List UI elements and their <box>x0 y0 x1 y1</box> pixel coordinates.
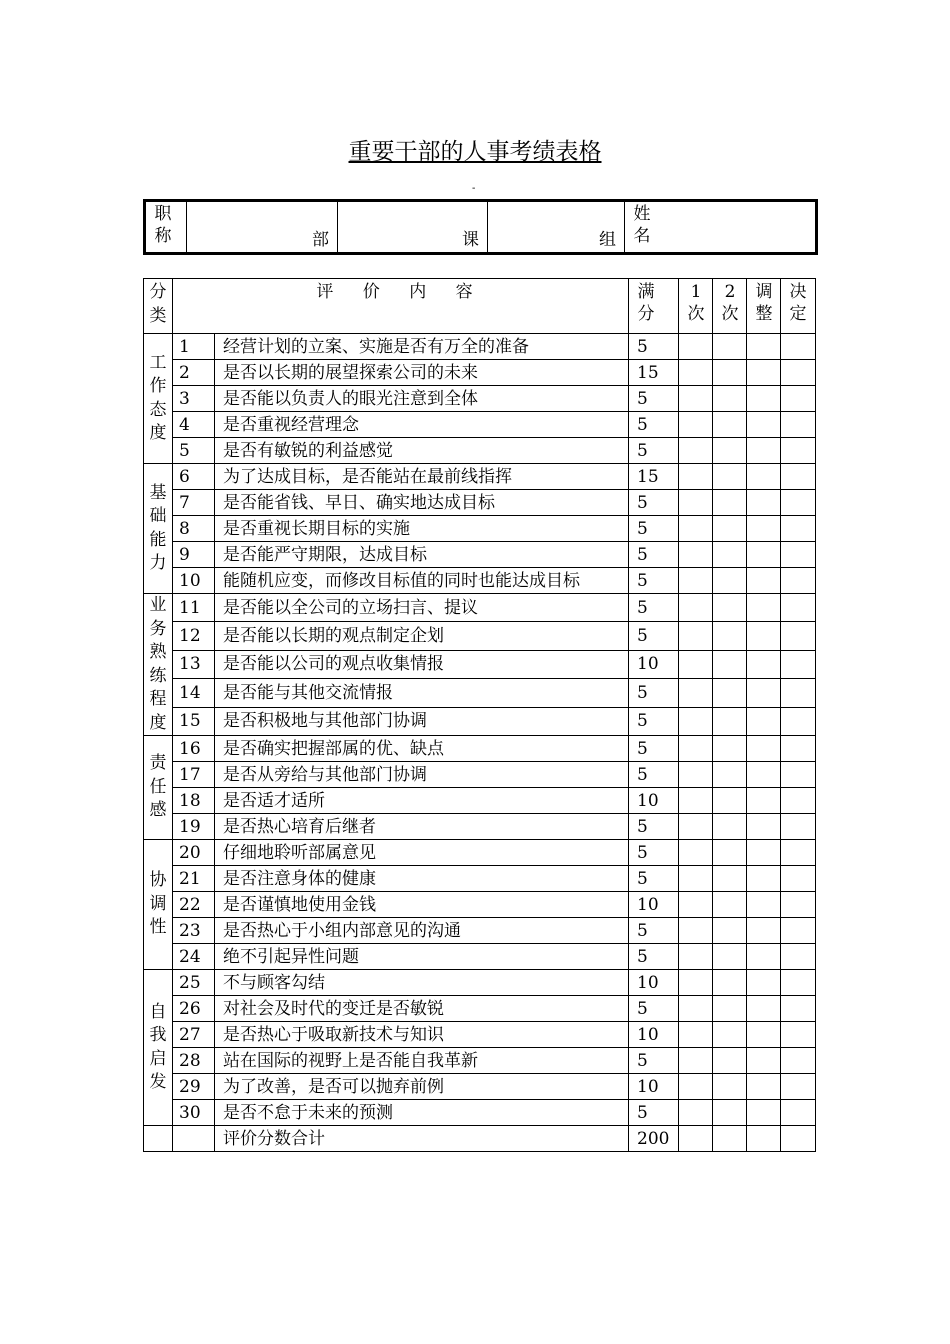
table-row <box>144 594 816 622</box>
score-adjust-cell[interactable] <box>747 840 781 866</box>
table-row <box>144 542 816 568</box>
table-row <box>144 334 816 360</box>
item-number: 17 <box>173 762 215 788</box>
item-number: 8 <box>173 516 215 542</box>
item-full-score: 5 <box>629 840 679 866</box>
score-first-cell[interactable] <box>679 412 713 438</box>
score-second-cell[interactable] <box>713 516 747 542</box>
page-title: 重要干部的人事考绩表格 <box>348 139 602 165</box>
section-label: 课 <box>462 230 479 250</box>
score-first-cell[interactable] <box>679 840 713 866</box>
score-second-cell[interactable] <box>713 386 747 412</box>
score-adjust-cell[interactable] <box>747 679 781 707</box>
item-text: 是否确实把握部属的优、缺点 <box>215 736 629 762</box>
score-decide-cell[interactable] <box>781 622 816 650</box>
item-text: 是否谨慎地使用金钱 <box>215 892 629 918</box>
item-text: 是否能以公司的观点收集情报 <box>215 650 629 678</box>
score-adjust-cell[interactable] <box>747 944 781 970</box>
item-full-score: 5 <box>629 1100 679 1126</box>
table-row <box>144 516 816 542</box>
item-text: 经营计划的立案、实施是否有万全的准备 <box>215 334 629 360</box>
score-second-cell[interactable] <box>713 334 747 360</box>
item-text: 是否热心于吸取新技术与知识 <box>215 1022 629 1048</box>
item-number: 1 <box>173 334 215 360</box>
item-text: 是否积极地与其他部门协调 <box>215 707 629 735</box>
score-first-cell[interactable] <box>679 970 713 996</box>
table-row <box>144 814 816 840</box>
item-text: 不与顾客勾结 <box>215 970 629 996</box>
score-adjust-cell[interactable] <box>747 814 781 840</box>
score-adjust-cell[interactable] <box>747 892 781 918</box>
score-second-cell[interactable] <box>713 594 747 622</box>
total-first-cell[interactable] <box>679 1126 713 1152</box>
score-second-cell[interactable] <box>713 1048 747 1074</box>
item-text: 是否能以负责人的眼光注意到全体 <box>215 386 629 412</box>
score-decide-cell[interactable] <box>781 516 816 542</box>
table-row <box>144 1022 816 1048</box>
header-info-table <box>143 199 818 255</box>
table-row <box>144 1100 816 1126</box>
score-adjust-cell[interactable] <box>747 650 781 678</box>
category-cell: 基础能力 <box>144 464 173 594</box>
item-text: 是否重视长期目标的实施 <box>215 516 629 542</box>
item-number: 2 <box>173 360 215 386</box>
table-row <box>144 1074 816 1100</box>
table-row <box>144 892 816 918</box>
score-adjust-cell[interactable] <box>747 464 781 490</box>
table-row <box>144 464 816 490</box>
category-cell: 业务熟练程度 <box>144 594 173 736</box>
item-number: 12 <box>173 622 215 650</box>
item-text: 是否适才适所 <box>215 788 629 814</box>
total-empty-category <box>144 1126 173 1152</box>
item-number: 3 <box>173 386 215 412</box>
score-first-cell[interactable] <box>679 650 713 678</box>
score-second-cell[interactable] <box>713 1100 747 1126</box>
score-second-cell[interactable] <box>713 650 747 678</box>
item-number: 18 <box>173 788 215 814</box>
header-category: 分类 <box>144 279 173 334</box>
item-text: 是否能省钱、早日、确实地达成目标 <box>215 490 629 516</box>
item-full-score: 10 <box>629 1074 679 1100</box>
category-cell: 自我启发 <box>144 970 173 1126</box>
item-text: 是否重视经营理念 <box>215 412 629 438</box>
item-number: 24 <box>173 944 215 970</box>
item-text: 对社会及时代的变迁是否敏锐 <box>215 996 629 1022</box>
item-full-score: 5 <box>629 996 679 1022</box>
table-row <box>144 918 816 944</box>
score-adjust-cell[interactable] <box>747 996 781 1022</box>
table-row <box>144 736 816 762</box>
score-second-cell[interactable] <box>713 892 747 918</box>
score-second-cell[interactable] <box>713 622 747 650</box>
item-full-score: 5 <box>629 438 679 464</box>
header-full-score: 满分 <box>629 279 679 334</box>
score-first-cell[interactable] <box>679 1022 713 1048</box>
item-number: 26 <box>173 996 215 1022</box>
item-text: 是否能与其他交流情报 <box>215 679 629 707</box>
category-cell: 责任感 <box>144 736 173 840</box>
item-number: 15 <box>173 707 215 735</box>
item-text: 是否能以长期的观点制定企划 <box>215 622 629 650</box>
score-second-cell[interactable] <box>713 360 747 386</box>
score-first-cell[interactable] <box>679 679 713 707</box>
score-adjust-cell[interactable] <box>747 516 781 542</box>
item-text: 能随机应变，而修改目标值的同时也能达成目标 <box>215 568 629 594</box>
score-adjust-cell[interactable] <box>747 788 781 814</box>
score-second-cell[interactable] <box>713 918 747 944</box>
score-decide-cell[interactable] <box>781 918 816 944</box>
table-row <box>144 1048 816 1074</box>
category-cell: 协调性 <box>144 840 173 970</box>
position-label: 职称 <box>154 204 172 246</box>
table-row <box>144 622 816 650</box>
item-full-score: 10 <box>629 1022 679 1048</box>
table-row <box>144 679 816 707</box>
score-decide-cell[interactable] <box>781 840 816 866</box>
score-second-cell[interactable] <box>713 464 747 490</box>
table-row <box>144 840 816 866</box>
table-row <box>144 970 816 996</box>
item-full-score: 5 <box>629 944 679 970</box>
score-adjust-cell[interactable] <box>747 334 781 360</box>
score-first-cell[interactable] <box>679 438 713 464</box>
table-row <box>144 944 816 970</box>
score-adjust-cell[interactable] <box>747 568 781 594</box>
score-adjust-cell[interactable] <box>747 622 781 650</box>
score-second-cell[interactable] <box>713 996 747 1022</box>
total-empty-number <box>173 1126 215 1152</box>
table-row <box>144 650 816 678</box>
item-full-score: 5 <box>629 594 679 622</box>
item-text: 是否以长期的展望探索公司的未来 <box>215 360 629 386</box>
item-number: 4 <box>173 412 215 438</box>
score-first-cell[interactable] <box>679 788 713 814</box>
score-adjust-cell[interactable] <box>747 736 781 762</box>
item-full-score: 5 <box>629 1048 679 1074</box>
score-first-cell[interactable] <box>679 464 713 490</box>
score-adjust-cell[interactable] <box>747 594 781 622</box>
score-second-cell[interactable] <box>713 866 747 892</box>
item-text: 是否有敏锐的利益感觉 <box>215 438 629 464</box>
item-number: 5 <box>173 438 215 464</box>
dash-mark: - <box>472 183 476 194</box>
item-full-score: 10 <box>629 892 679 918</box>
item-text: 站在国际的视野上是否能自我革新 <box>215 1048 629 1074</box>
score-first-cell[interactable] <box>679 944 713 970</box>
score-adjust-cell[interactable] <box>747 1100 781 1126</box>
total-row <box>144 1126 816 1152</box>
header-content: 评 价 内 容 <box>173 279 629 334</box>
header-second: 2次 <box>713 279 747 334</box>
table-row <box>144 762 816 788</box>
item-full-score: 5 <box>629 707 679 735</box>
score-first-cell[interactable] <box>679 762 713 788</box>
score-decide-cell[interactable] <box>781 594 816 622</box>
item-full-score: 5 <box>629 490 679 516</box>
header-first: 1次 <box>679 279 713 334</box>
item-number: 20 <box>173 840 215 866</box>
score-decide-cell[interactable] <box>781 736 816 762</box>
item-number: 30 <box>173 1100 215 1126</box>
item-full-score: 10 <box>629 970 679 996</box>
score-first-cell[interactable] <box>679 622 713 650</box>
score-decide-cell[interactable] <box>781 1048 816 1074</box>
name-field[interactable] <box>625 201 817 254</box>
department-field[interactable] <box>187 201 338 254</box>
item-full-score: 15 <box>629 360 679 386</box>
score-decide-cell[interactable] <box>781 650 816 678</box>
score-second-cell[interactable] <box>713 438 747 464</box>
score-adjust-cell[interactable] <box>747 386 781 412</box>
header-adjust: 调整 <box>747 279 781 334</box>
table-row <box>144 412 816 438</box>
score-decide-cell[interactable] <box>781 788 816 814</box>
score-second-cell[interactable] <box>713 944 747 970</box>
score-decide-cell[interactable] <box>781 490 816 516</box>
total-adjust-cell[interactable] <box>747 1126 781 1152</box>
table-row <box>144 568 816 594</box>
score-second-cell[interactable] <box>713 814 747 840</box>
score-first-cell[interactable] <box>679 542 713 568</box>
score-adjust-cell[interactable] <box>747 360 781 386</box>
table-row <box>144 490 816 516</box>
score-decide-cell[interactable] <box>781 814 816 840</box>
table-row <box>144 866 816 892</box>
item-full-score: 5 <box>629 814 679 840</box>
score-second-cell[interactable] <box>713 970 747 996</box>
table-row <box>144 788 816 814</box>
score-first-cell[interactable] <box>679 1048 713 1074</box>
score-adjust-cell[interactable] <box>747 1048 781 1074</box>
score-adjust-cell[interactable] <box>747 918 781 944</box>
score-first-cell[interactable] <box>679 568 713 594</box>
item-text: 绝不引起异性问题 <box>215 944 629 970</box>
item-text: 为了达成目标，是否能站在最前线指挥 <box>215 464 629 490</box>
item-text: 是否能严守期限，达成目标 <box>215 542 629 568</box>
item-full-score: 5 <box>629 762 679 788</box>
total-score: 200 <box>629 1126 679 1152</box>
item-full-score: 5 <box>629 918 679 944</box>
item-text: 是否能以全公司的立场扫言、提议 <box>215 594 629 622</box>
score-decide-cell[interactable] <box>781 360 816 386</box>
score-adjust-cell[interactable] <box>747 866 781 892</box>
score-first-cell[interactable] <box>679 892 713 918</box>
evaluation-table <box>143 278 816 1152</box>
item-full-score: 5 <box>629 736 679 762</box>
score-adjust-cell[interactable] <box>747 970 781 996</box>
item-full-score: 10 <box>629 650 679 678</box>
group-label: 组 <box>599 230 616 250</box>
item-full-score: 5 <box>629 622 679 650</box>
item-text: 是否从旁给与其他部门协调 <box>215 762 629 788</box>
item-number: 7 <box>173 490 215 516</box>
item-number: 6 <box>173 464 215 490</box>
item-full-score: 5 <box>629 866 679 892</box>
item-number: 29 <box>173 1074 215 1100</box>
item-full-score: 10 <box>629 788 679 814</box>
item-number: 19 <box>173 814 215 840</box>
total-second-cell[interactable] <box>713 1126 747 1152</box>
score-decide-cell[interactable] <box>781 1100 816 1126</box>
total-decide-cell[interactable] <box>781 1126 816 1152</box>
score-adjust-cell[interactable] <box>747 1022 781 1048</box>
score-adjust-cell[interactable] <box>747 412 781 438</box>
item-number: 25 <box>173 970 215 996</box>
position-label-cell <box>145 201 187 254</box>
score-second-cell[interactable] <box>713 788 747 814</box>
score-second-cell[interactable] <box>713 1022 747 1048</box>
score-decide-cell[interactable] <box>781 412 816 438</box>
item-text: 仔细地聆听部属意见 <box>215 840 629 866</box>
item-full-score: 5 <box>629 542 679 568</box>
score-adjust-cell[interactable] <box>747 490 781 516</box>
score-first-cell[interactable] <box>679 996 713 1022</box>
score-decide-cell[interactable] <box>781 464 816 490</box>
item-number: 21 <box>173 866 215 892</box>
item-number: 16 <box>173 736 215 762</box>
score-decide-cell[interactable] <box>781 944 816 970</box>
item-full-score: 5 <box>629 334 679 360</box>
score-decide-cell[interactable] <box>781 334 816 360</box>
score-second-cell[interactable] <box>713 412 747 438</box>
score-first-cell[interactable] <box>679 490 713 516</box>
item-number: 9 <box>173 542 215 568</box>
item-full-score: 5 <box>629 568 679 594</box>
item-text: 是否热心于小组内部意见的沟通 <box>215 918 629 944</box>
category-cell: 工作态度 <box>144 334 173 464</box>
section-field[interactable] <box>338 201 488 254</box>
score-first-cell[interactable] <box>679 736 713 762</box>
score-first-cell[interactable] <box>679 1100 713 1126</box>
item-full-score: 15 <box>629 464 679 490</box>
score-second-cell[interactable] <box>713 679 747 707</box>
item-text: 是否热心培育后继者 <box>215 814 629 840</box>
item-number: 23 <box>173 918 215 944</box>
item-full-score: 5 <box>629 516 679 542</box>
item-number: 14 <box>173 679 215 707</box>
score-adjust-cell[interactable] <box>747 1074 781 1100</box>
table-row <box>144 386 816 412</box>
score-decide-cell[interactable] <box>781 707 816 735</box>
department-label: 部 <box>312 230 329 250</box>
item-full-score: 5 <box>629 386 679 412</box>
score-first-cell[interactable] <box>679 918 713 944</box>
score-second-cell[interactable] <box>713 840 747 866</box>
table-header-row <box>144 279 816 334</box>
score-decide-cell[interactable] <box>781 438 816 464</box>
table-row <box>144 360 816 386</box>
item-text: 是否注意身体的健康 <box>215 866 629 892</box>
item-number: 13 <box>173 650 215 678</box>
score-second-cell[interactable] <box>713 762 747 788</box>
name-label: 姓名 <box>633 204 651 246</box>
item-number: 22 <box>173 892 215 918</box>
score-first-cell[interactable] <box>679 386 713 412</box>
item-full-score: 5 <box>629 679 679 707</box>
item-number: 27 <box>173 1022 215 1048</box>
table-row <box>144 996 816 1022</box>
score-decide-cell[interactable] <box>781 542 816 568</box>
score-first-cell[interactable] <box>679 516 713 542</box>
score-adjust-cell[interactable] <box>747 542 781 568</box>
score-adjust-cell[interactable] <box>747 707 781 735</box>
score-adjust-cell[interactable] <box>747 438 781 464</box>
item-number: 11 <box>173 594 215 622</box>
score-second-cell[interactable] <box>713 490 747 516</box>
score-decide-cell[interactable] <box>781 1022 816 1048</box>
score-adjust-cell[interactable] <box>747 762 781 788</box>
score-first-cell[interactable] <box>679 594 713 622</box>
score-decide-cell[interactable] <box>781 568 816 594</box>
score-first-cell[interactable] <box>679 360 713 386</box>
total-label: 评价分数合计 <box>215 1126 629 1152</box>
score-first-cell[interactable] <box>679 707 713 735</box>
score-decide-cell[interactable] <box>781 892 816 918</box>
header-decide: 决定 <box>781 279 816 334</box>
score-second-cell[interactable] <box>713 736 747 762</box>
table-row <box>144 438 816 464</box>
score-second-cell[interactable] <box>713 542 747 568</box>
score-decide-cell[interactable] <box>781 1074 816 1100</box>
item-number: 28 <box>173 1048 215 1074</box>
score-decide-cell[interactable] <box>781 970 816 996</box>
table-row <box>144 707 816 735</box>
score-decide-cell[interactable] <box>781 386 816 412</box>
score-decide-cell[interactable] <box>781 762 816 788</box>
score-decide-cell[interactable] <box>781 679 816 707</box>
score-first-cell[interactable] <box>679 1074 713 1100</box>
item-full-score: 5 <box>629 412 679 438</box>
item-text: 是否不怠于未来的预测 <box>215 1100 629 1126</box>
score-decide-cell[interactable] <box>781 866 816 892</box>
item-number: 10 <box>173 568 215 594</box>
score-decide-cell[interactable] <box>781 996 816 1022</box>
score-second-cell[interactable] <box>713 707 747 735</box>
score-first-cell[interactable] <box>679 814 713 840</box>
group-field[interactable] <box>488 201 625 254</box>
score-second-cell[interactable] <box>713 568 747 594</box>
score-first-cell[interactable] <box>679 866 713 892</box>
score-second-cell[interactable] <box>713 1074 747 1100</box>
item-text: 为了改善，是否可以抛弃前例 <box>215 1074 629 1100</box>
score-first-cell[interactable] <box>679 334 713 360</box>
